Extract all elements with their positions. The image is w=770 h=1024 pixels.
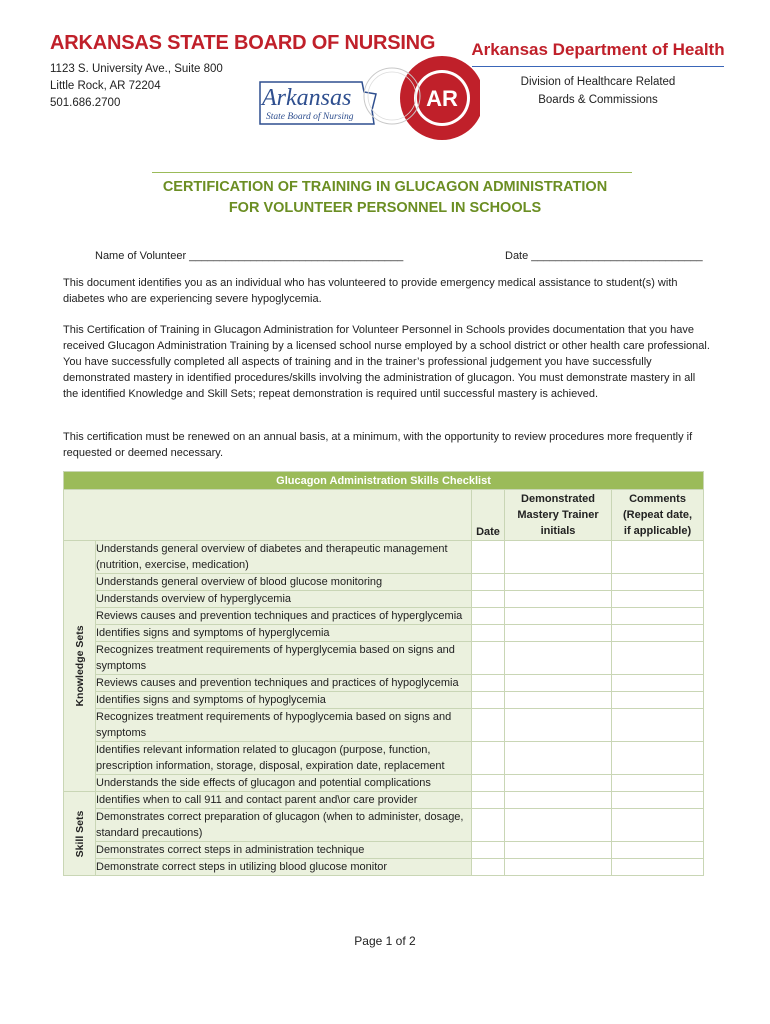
comments-cell[interactable] — [612, 842, 704, 859]
volunteer-name-field[interactable]: Name of Volunteer ___________________________________ — [95, 250, 404, 262]
trainer-initials-cell[interactable] — [505, 742, 612, 775]
comments-cell[interactable] — [612, 591, 704, 608]
checklist-row — [64, 642, 704, 675]
page-number: Page 1 of 2 — [354, 934, 416, 948]
trainer-initials-cell[interactable] — [505, 792, 612, 809]
address-line1: 1123 S. University Ave., Suite 800 — [50, 63, 223, 75]
asbn-logo — [252, 80, 378, 126]
checklist-row — [64, 742, 704, 775]
skill-item: Identifies when to call 911 and contact parent and\or care provider — [96, 792, 472, 809]
phone-number: 501.686.2700 — [50, 97, 121, 109]
address-line2: Little Rock, AR 72204 — [50, 80, 161, 92]
skill-item: Demonstrate correct steps in utilizing blood glucose monitor — [96, 859, 472, 876]
comments-cell[interactable] — [612, 625, 704, 642]
column-header-comments: Comments (Repeat date, if applicable) — [612, 490, 704, 541]
trainer-initials-cell[interactable] — [505, 809, 612, 842]
knowledge-item: Understands the side effects of glucagon and potential complications — [96, 775, 472, 792]
checklist-row — [64, 809, 704, 842]
checklist-row — [64, 574, 704, 591]
comments-cell[interactable] — [612, 692, 704, 709]
knowledge-item: Recognizes treatment requirements of hyperglycemia based on signs and symptoms — [96, 642, 472, 675]
trainer-initials-cell[interactable] — [505, 608, 612, 625]
comments-cell[interactable] — [612, 642, 704, 675]
asbn-logo-text: Arkansas — [262, 85, 352, 111]
date-cell[interactable] — [472, 775, 505, 792]
comments-cell[interactable] — [612, 709, 704, 742]
knowledge-item: Identifies signs and symptoms of hypoglycemia — [96, 692, 472, 709]
date-cell[interactable] — [472, 541, 505, 574]
division-line2: Boards & Commissions — [538, 94, 658, 106]
date-cell[interactable] — [472, 642, 505, 675]
date-cell[interactable] — [472, 591, 505, 608]
title-line1: CERTIFICATION OF TRAINING IN GLUCAGON ADMINISTRATION — [162, 179, 608, 195]
date-cell[interactable] — [472, 859, 505, 876]
date-field[interactable]: Date ____________________________ — [505, 250, 703, 262]
trainer-initials-cell[interactable] — [505, 541, 612, 574]
column-header-trainer: Demonstrated Mastery Trainer initials — [505, 490, 612, 541]
title-line2: FOR VOLUNTEER PERSONNEL IN SCHOOLS — [228, 200, 542, 216]
knowledge-item: Understands overview of hyperglycemia — [96, 591, 472, 608]
skill-section-label: Skill Sets — [64, 792, 96, 876]
knowledge-item: Understands general overview of diabetes and therapeutic management (nutrition, exercise, medication) — [96, 541, 472, 574]
knowledge-section-label: Knowledge Sets — [64, 541, 96, 792]
asbn-logo-subtext: State Board of Nursing — [266, 112, 354, 122]
dept-name: Arkansas Department of Health — [471, 40, 725, 59]
checklist-row — [64, 675, 704, 692]
date-cell[interactable] — [472, 675, 505, 692]
checklist-row — [64, 859, 704, 876]
checklist-row — [64, 608, 704, 625]
checklist-row — [64, 541, 704, 574]
trainer-initials-cell[interactable] — [505, 692, 612, 709]
knowledge-item: Identifies relevant information related to glucagon (purpose, function, prescription information, storage, disposal, expiration date, replacement — [96, 742, 472, 775]
date-cell[interactable] — [472, 742, 505, 775]
trainer-initials-cell[interactable] — [505, 842, 612, 859]
date-cell[interactable] — [472, 608, 505, 625]
org-name: ARKANSAS STATE BOARD OF NURSING — [50, 32, 436, 54]
date-cell[interactable] — [472, 842, 505, 859]
checklist-row — [64, 591, 704, 608]
date-cell[interactable] — [472, 792, 505, 809]
skill-item: Demonstrates correct preparation of glucagon (when to administer, dosage, standard precautions) — [96, 809, 472, 842]
date-cell[interactable] — [472, 692, 505, 709]
checklist-title: Glucagon Administration Skills Checklist — [64, 472, 704, 490]
trainer-initials-cell[interactable] — [505, 591, 612, 608]
comments-cell[interactable] — [612, 859, 704, 876]
skills-checklist-table — [63, 471, 704, 876]
date-cell[interactable] — [472, 625, 505, 642]
trainer-initials-cell[interactable] — [505, 859, 612, 876]
date-cell[interactable] — [472, 809, 505, 842]
checklist-row — [64, 792, 704, 809]
renewal-paragraph: This certification must be renewed on an annual basis, at a minimum, with the opportunity to review procedures more frequently if requested or deemed necessary. — [63, 431, 693, 459]
checklist-row — [64, 709, 704, 742]
comments-cell[interactable] — [612, 809, 704, 842]
comments-cell[interactable] — [612, 742, 704, 775]
division-line1: Division of Healthcare Related — [520, 76, 676, 88]
comments-cell[interactable] — [612, 541, 704, 574]
trainer-initials-cell[interactable] — [505, 709, 612, 742]
trainer-initials-cell[interactable] — [505, 642, 612, 675]
title-divider — [152, 172, 632, 173]
dept-rule — [472, 66, 724, 67]
knowledge-item: Recognizes treatment requirements of hypoglycemia based on signs and symptoms — [96, 709, 472, 742]
knowledge-item: Reviews causes and prevention techniques and practices of hyperglycemia — [96, 608, 472, 625]
trainer-initials-cell[interactable] — [505, 775, 612, 792]
seal-initials: AR — [426, 86, 458, 111]
adh-seal — [362, 50, 480, 142]
comments-cell[interactable] — [612, 792, 704, 809]
checklist-row — [64, 775, 704, 792]
comments-cell[interactable] — [612, 675, 704, 692]
checklist-row — [64, 842, 704, 859]
trainer-initials-cell[interactable] — [505, 574, 612, 591]
intro-paragraph: This document identifies you as an individual who has volunteered to provide emergency medical assistance to student(s) with diabetes who are experiencing severe hypoglycemia. — [63, 277, 678, 305]
checklist-row — [64, 625, 704, 642]
trainer-initials-cell[interactable] — [505, 625, 612, 642]
comments-cell[interactable] — [612, 574, 704, 591]
skill-item: Demonstrates correct steps in administration technique — [96, 842, 472, 859]
document-title — [60, 177, 710, 219]
knowledge-item: Reviews causes and prevention techniques and practices of hypoglycemia — [96, 675, 472, 692]
trainer-initials-cell[interactable] — [505, 675, 612, 692]
comments-cell[interactable] — [612, 775, 704, 792]
dept-division — [470, 73, 726, 109]
comments-cell[interactable] — [612, 608, 704, 625]
checklist-row — [64, 692, 704, 709]
knowledge-item: Understands general overview of blood glucose monitoring — [96, 574, 472, 591]
date-cell[interactable] — [472, 574, 505, 591]
date-cell[interactable] — [472, 709, 505, 742]
header-blank — [64, 490, 472, 541]
column-header-date: Date — [472, 490, 505, 541]
knowledge-item: Identifies signs and symptoms of hyperglycemia — [96, 625, 472, 642]
certification-paragraph: This Certification of Training in Glucagon Administration for Volunteer Personnel in Schools provides documentation that you have received Glucagon Administration Training by a licensed school nurse employed by a school district or other health care professional. You have successfully completed all aspects of training and in the trainer’s professional judgement you have successfully demonstrated mastery in identified procedures/skills involving the administration of glucagon. You must demonstrate mastery in all the identified Knowledge and Skill Sets; repeat demonstration is required until successful mastery is achieved. — [63, 324, 710, 400]
dept-block — [470, 40, 726, 109]
